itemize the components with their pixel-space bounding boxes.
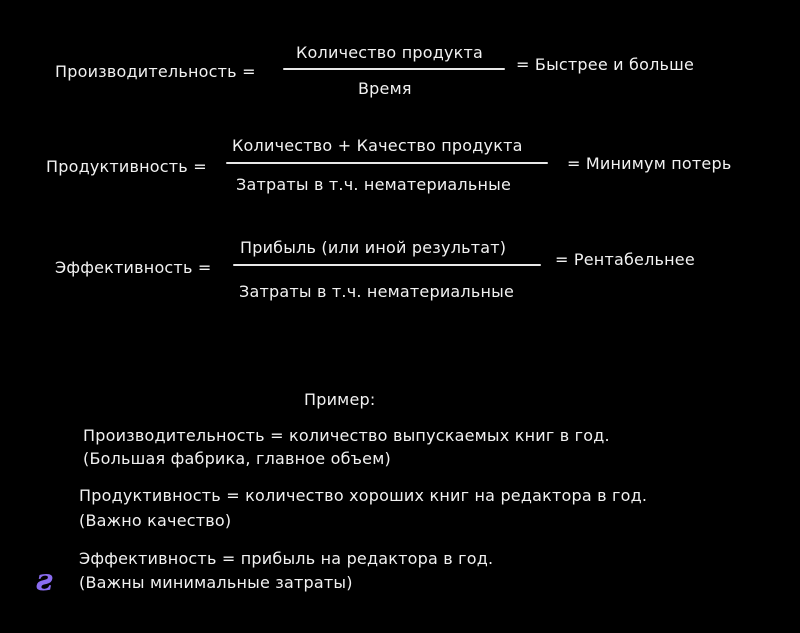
formula-3-result: = Рентабельнее bbox=[555, 250, 695, 269]
formula-2-result: = Минимум потерь bbox=[567, 154, 732, 173]
formula-3-denominator: Затраты в т.ч. нематериальные bbox=[239, 282, 515, 301]
formula-2-label: Продуктивность = bbox=[46, 157, 207, 176]
brand-logo-icon: ƨ bbox=[36, 563, 53, 598]
formula-2-denominator: Затраты в т.ч. нематериальные bbox=[236, 175, 512, 194]
formula-1-label: Производительность = bbox=[55, 62, 256, 81]
formula-3-fraction-line bbox=[233, 264, 541, 266]
formula-3-numerator: Прибыль (или иной результат) bbox=[240, 238, 507, 257]
formula-1-fraction-line bbox=[283, 68, 505, 70]
example-item-2-line-1: Продуктивность = количество хороших книг на редактора в год. bbox=[79, 486, 648, 505]
formula-1-numerator: Количество продукта bbox=[296, 43, 484, 62]
example-item-3-line-2: (Важны минимальные затраты) bbox=[79, 573, 353, 592]
formula-3-label: Эффективность = bbox=[55, 258, 212, 277]
formula-2-fraction-line bbox=[226, 162, 548, 164]
example-item-2-line-2: (Важно качество) bbox=[79, 511, 232, 530]
example-item-3-line-1: Эффективность = прибыль на редактора в год. bbox=[79, 549, 494, 568]
example-heading: Пример: bbox=[304, 390, 376, 409]
formula-1-denominator: Время bbox=[358, 79, 412, 98]
example-item-1-line-2: (Большая фабрика, главное объем) bbox=[83, 449, 391, 468]
example-item-1-line-1: Производительность = количество выпускаемых книг в год. bbox=[83, 426, 610, 445]
formula-2-numerator: Количество + Качество продукта bbox=[232, 136, 523, 155]
formula-1-result: = Быстрее и больше bbox=[516, 55, 695, 74]
